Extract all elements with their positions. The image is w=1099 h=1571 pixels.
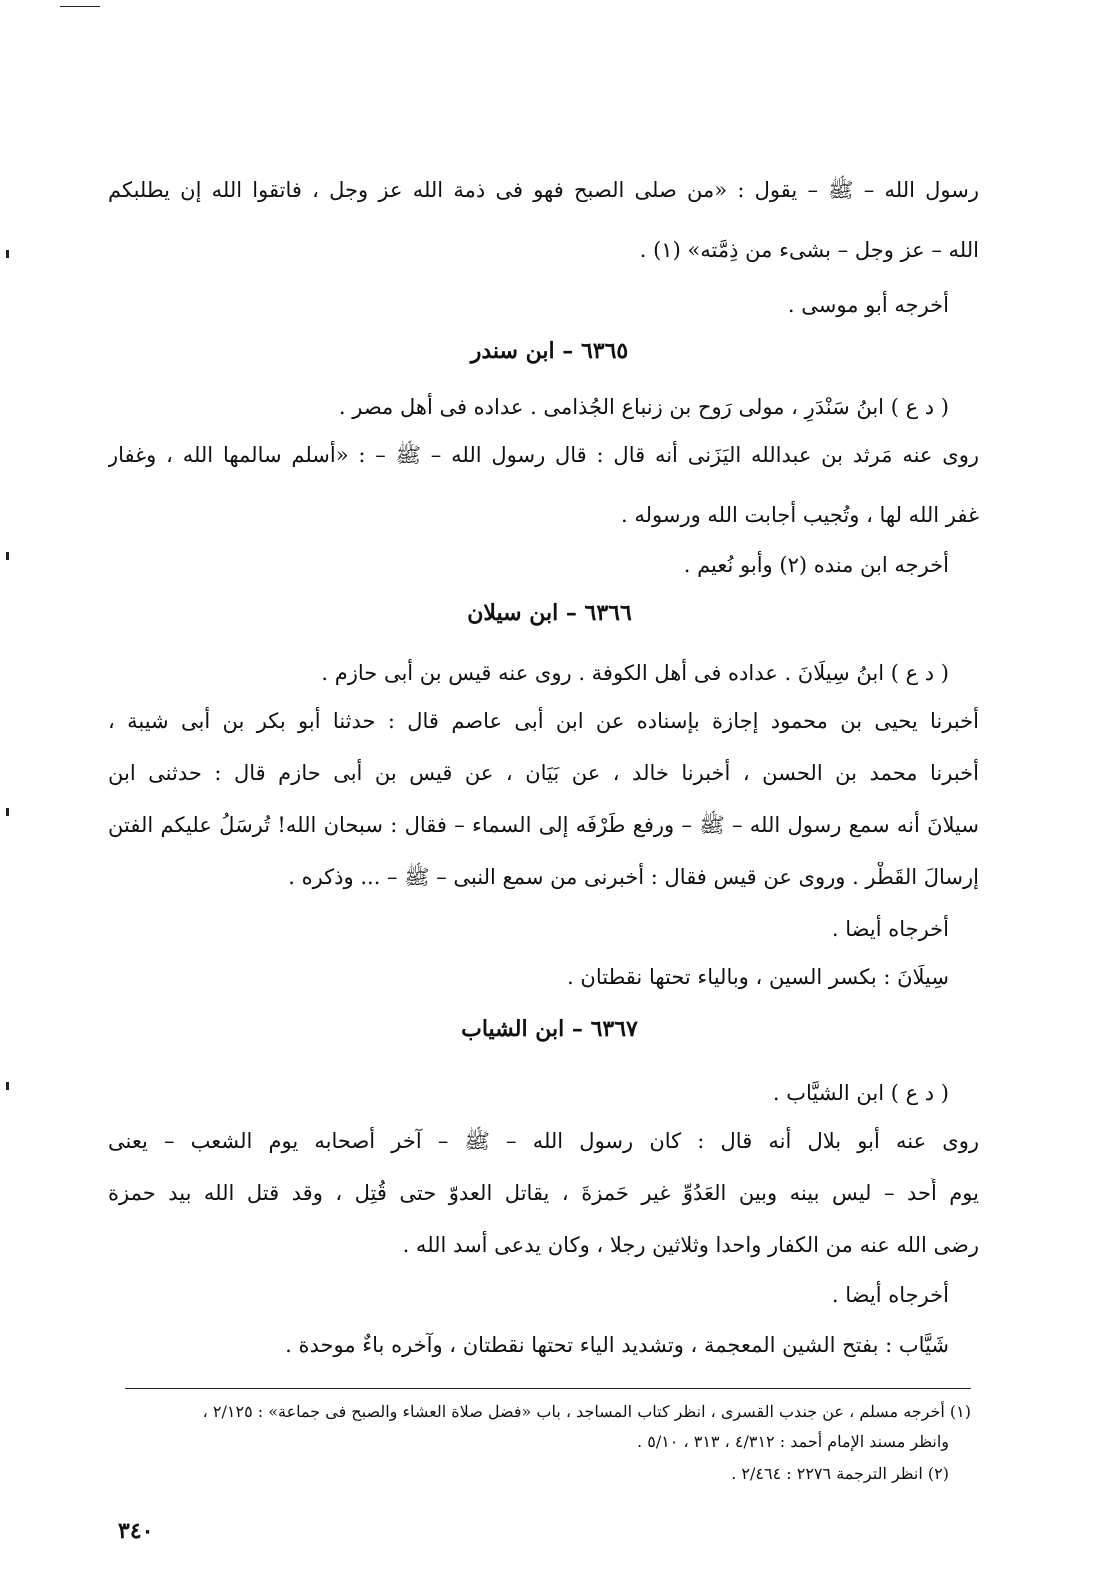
margin-mark [6,552,9,560]
footnote-separator [125,1388,971,1389]
entry-heading: ٦٣٦٥ – ابن سندر [470,338,629,364]
text-line: أخبرنا يحيى بن محمود إجازة بإسناده عن ابن أبى عاصم قال : حدثنا أبو بكر بن أبى شيبة ، [108,709,979,733]
footnote: (١) أخرجه مسلم ، عن جندب القسرى ، انظر كتاب المساجد ، باب «فضل صلاة العشاء والصبح فى جماعة» : ٢/١٢٥ ، [202,1402,971,1421]
text-line: ( د ع ) ابنُ سِيلَانَ . عداده فى أهل الكوفة . روى عنه قيس بن أبى حازم . [321,661,949,685]
text-line: سِيلَانَ : بكسر السين ، وبالياء تحتها نقطتان . [567,965,949,989]
footnote: وانظر مسند الإمام أحمد : ٤/٣١٢ ، ٣١٣ ، ٥/١٠ . [637,1432,949,1451]
text-line: أخبرنا محمد بن الحسن ، أخبرنا خالد ، عن بَيَان ، عن قيس بن أبى حازم قال : حدثنى ابن [108,761,979,785]
top-rule [60,6,100,7]
text-line: ( د ع ) ابن الشيَّاب . [772,1081,949,1105]
text-line: غفر الله لها ، وتُجيب أجابت الله ورسوله . [621,503,979,527]
entry-heading: ٦٣٦٧ – ابن الشياب [461,1016,638,1042]
text-line: شَيَّاب : بفتح الشين المعجمة ، وتشديد الياء تحتها نقطتان ، وآخره باءٌ موحدة . [285,1333,949,1357]
text-line: يوم أُحد – ليس بينه وبين العَدُوِّ غير حَمزةَ ، يقاتل العدوّ حتى قُتِل ، وقد قتل الله بيد حمزة [108,1181,979,1205]
text-line: ( د ع ) ابنُ سَنْدَرٍ ، مولى رَوح بن زنباع الجُذامى . عداده فى أهل مصر . [338,395,949,419]
text-line: أخرجه أبو موسى . [787,293,949,317]
text-line: إرسالَ القَطْر . وروى عن قيس فقال : أخبرنى من سمع النبى – ﷺ – ... وذكره . [288,865,979,889]
text-line: أخرجاه أيضا . [831,917,949,941]
margin-mark [6,808,9,816]
text-line: رضى الله عنه من الكفار واحدا وثلاثين رجلا ، وكان يدعى أسد الله . [402,1233,979,1257]
text-line: روى عنه أبو بلال أنه قال : كان رسول الله – ﷺ – آخر أصحابه يوم الشعب – يعنى [108,1129,979,1153]
text-line: سيلانَ أنه سمع رسول الله – ﷺ – ورفع طَرْفَه إلى السماء – فقال : سبحان الله! تُرسَلُ عليكم الفتن [108,813,979,837]
margin-mark [6,1082,9,1090]
footnote: (٢) انظر الترجمة ٢٢٧٦ : ٢/٤٦٤ . [731,1464,949,1483]
text-line: الله – عز وجل – بشىء من ذِمَّته» (١) . [639,238,979,262]
margin-mark [6,250,9,258]
text-line: أخرجه ابن منده (٢) وأبو نُعيم . [683,553,949,577]
text-line: رسول الله – ﷺ – يقول : «من صلى الصبح فهو فى ذمة الله عز وجل ، فاتقوا الله إن يطلبكم [108,178,979,202]
text-line: أخرجاه أيضا . [831,1283,949,1307]
page-number: ٣٤٠ [118,1518,154,1544]
entry-heading: ٦٣٦٦ – ابن سيلان [467,600,632,626]
text-line: روى عنه مَرثد بن عبدالله اليَزَنى أنه قال : قال رسول الله – ﷺ – : «أسلم سالمها الله ، وغفار [108,443,979,467]
